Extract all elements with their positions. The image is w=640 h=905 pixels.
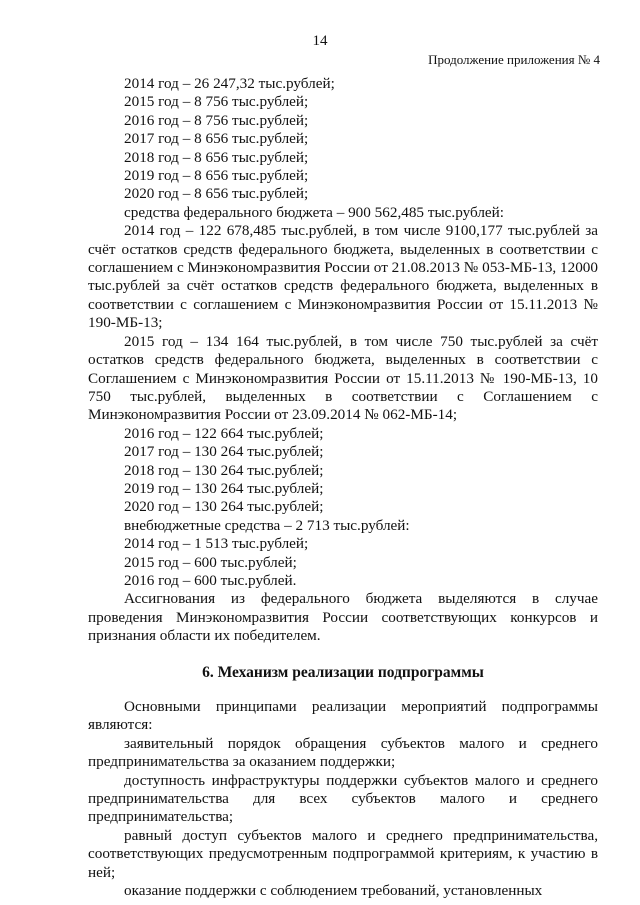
paragraph-allocation: Ассигнования из федерального бюджета выделяются в случае проведения Минэкономразвития России соответствующих конкурсов и признания области их победителем. — [88, 590, 598, 645]
funding-list-federal — [88, 425, 598, 591]
paragraph-2014-federal: 2014 год – 122 678,485 тыс.рублей, в том числе 9100,177 тыс.рублей за счёт остатков средств федерального бюджета, выделенных в соответствии с соглашением с Минэкономразвития России от 21.08.2013 № 053-МБ-13, 12000 тыс.рублей за счёт остатков средств федерального бюджета, выделенных в соответствии с соглашением с Минэкономразвития России от 15.11.2013 № 190-МБ-13; — [88, 222, 598, 332]
paragraph-2015-federal: 2015 год – 134 164 тыс.рублей, в том числе 750 тыс.рублей за счёт остатков средств федерального бюджета, выделенных в соответствии с Соглашением с Минэкономразвития России от 15.11.2013 № 190-МБ-13, 10 750 тыс.рублей, выделенных в соответствии с Соглашением с Минэкономразвития России от 23.09.2014 № 062-МБ-14; — [88, 332, 598, 424]
principle-item: доступность инфраструктуры поддержки субъектов малого и среднего предпринимательства для всех субъектов малого и среднего предпринимательства; — [88, 771, 598, 826]
funding-line: 2018 год – 8 656 тыс.рублей; — [124, 148, 309, 166]
funding-line: 2018 год – 130 264 тыс.рублей; — [124, 461, 324, 479]
funding-line: 2017 год – 8 656 тыс.рублей; — [124, 130, 309, 148]
federal-budget-total: средства федерального бюджета – 900 562,485 тыс.рублей: — [124, 203, 505, 221]
principle-item: заявительный порядок обращения субъектов малого и среднего предпринимательства за оказанием поддержки; — [88, 734, 598, 771]
funding-line: 2016 год – 8 756 тыс.рублей; — [124, 111, 309, 129]
funding-line: 2015 год – 600 тыс.рублей; — [124, 553, 297, 571]
section-heading: 6. Механизм реализации подпрограммы — [202, 663, 484, 681]
funding-line: 2017 год – 130 264 тыс.рублей; — [124, 443, 324, 461]
appendix-continuation-note: Продолжение приложения № 4 — [428, 52, 600, 67]
funding-line: 2020 год – 130 264 тыс.рублей; — [124, 498, 324, 516]
funding-line: 2019 год – 130 264 тыс.рублей; — [124, 479, 324, 497]
funding-line: 2014 год – 1 513 тыс.рублей; — [124, 535, 309, 553]
funding-line: 2014 год – 26 247,32 тыс.рублей; — [124, 75, 335, 92]
funding-line: 2020 год – 8 656 тыс.рублей; — [124, 185, 309, 203]
principle-item: равный доступ субъектов малого и среднего предпринимательства, соответствующих предусмотренным подпрограммой критериям, к участию в ней; — [88, 826, 598, 881]
extrabudgetary-total: внебюджетные средства – 2 713 тыс.рублей: — [124, 516, 410, 534]
funding-line: 2016 год – 122 664 тыс.рублей; — [124, 424, 324, 442]
page-number: 14 — [312, 33, 328, 49]
funding-line: 2015 год – 8 756 тыс.рублей; — [124, 93, 309, 111]
principle-item: оказание поддержки с соблюдением требований, установленных — [124, 882, 543, 900]
document-body — [88, 75, 598, 900]
funding-line: 2016 год – 600 тыс.рублей. — [124, 571, 297, 589]
funding-list-regional — [88, 75, 598, 222]
paragraph-principles: Основными принципами реализации мероприятий подпрограммы являются: — [88, 698, 598, 734]
funding-line: 2019 год – 8 656 тыс.рублей; — [124, 167, 309, 185]
